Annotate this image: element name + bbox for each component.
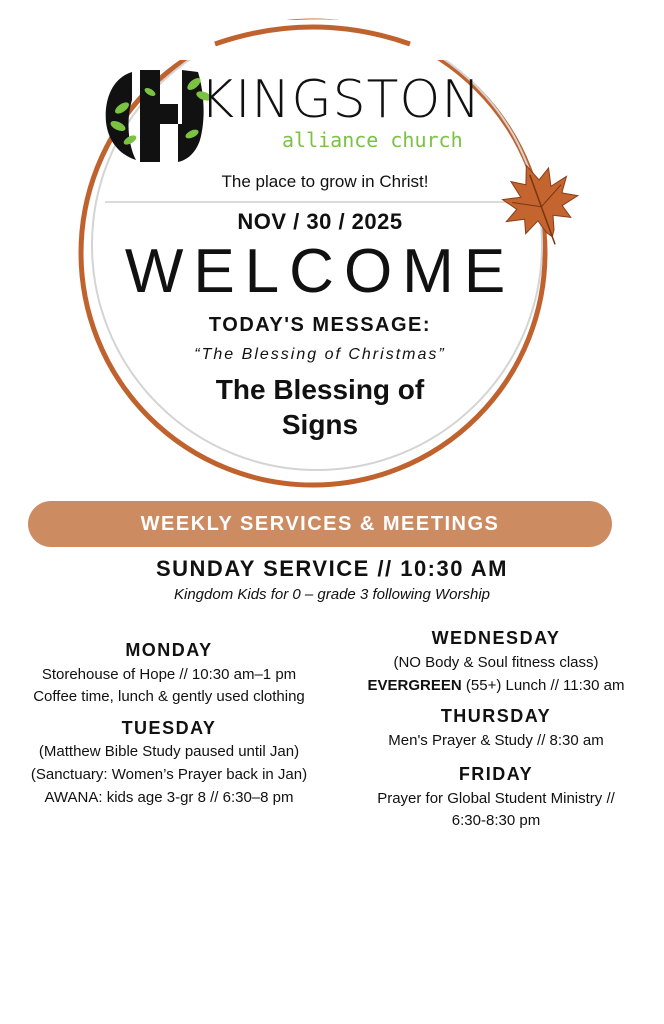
service-date: NOV / 30 / 2025 <box>237 209 403 234</box>
wednesday-heading: WEDNESDAY <box>431 628 561 648</box>
church-logo-icon <box>106 70 213 162</box>
evergreen-detail: (55+) Lunch // 11:30 am <box>461 677 625 694</box>
weekly-services-banner: WEEKLY SERVICES & MEETINGS <box>28 501 612 547</box>
evergreen-label: EVERGREEN <box>367 677 462 694</box>
wednesday-line-2 <box>336 675 656 697</box>
sermon-title-line2: Signs <box>281 409 359 440</box>
sunday-note: Kingdom Kids for 0 – grade 3 following Worship <box>174 586 490 603</box>
tuesday-line-1: (Matthew Bible Study paused until Jan) <box>38 743 300 760</box>
monday-heading: MONDAY <box>125 640 213 660</box>
tuesday-line-3: AWANA: kids age 3-gr 8 // 6:30–8 pm <box>44 789 294 806</box>
thursday-line-1: Men's Prayer & Study // 8:30 am <box>388 732 604 749</box>
message-label: TODAY'S MESSAGE: <box>208 314 432 336</box>
church-subtitle: alliance church <box>282 128 463 152</box>
sermon-title-line1: The Blessing of <box>215 374 425 405</box>
tuesday-line-2: (Sanctuary: Women’s Prayer back in Jan) <box>30 766 308 783</box>
monday-line-2: Coffee time, lunch & gently used clothing <box>33 688 305 705</box>
church-name: KINGSTON <box>200 70 482 130</box>
friday-line-1: Prayer for Global Student Ministry // <box>377 790 615 807</box>
sermon-title <box>150 372 490 442</box>
monday-line-1: Storehouse of Hope // 10:30 am–1 pm <box>41 666 297 683</box>
thursday-heading: THURSDAY <box>440 706 552 726</box>
welcome-heading: WELCOME <box>124 237 516 306</box>
tuesday-heading: TUESDAY <box>121 718 217 738</box>
friday-line-2: 6:30-8:30 pm <box>451 812 541 829</box>
wednesday-line-1: (NO Body & Soul fitness class) <box>393 654 599 671</box>
sermon-series: “The Blessing of Christmas” <box>194 346 446 363</box>
friday-heading: FRIDAY <box>458 764 534 784</box>
sunday-service: SUNDAY SERVICE // 10:30 AM <box>155 556 508 581</box>
tagline: The place to grow in Christ! <box>221 172 429 191</box>
